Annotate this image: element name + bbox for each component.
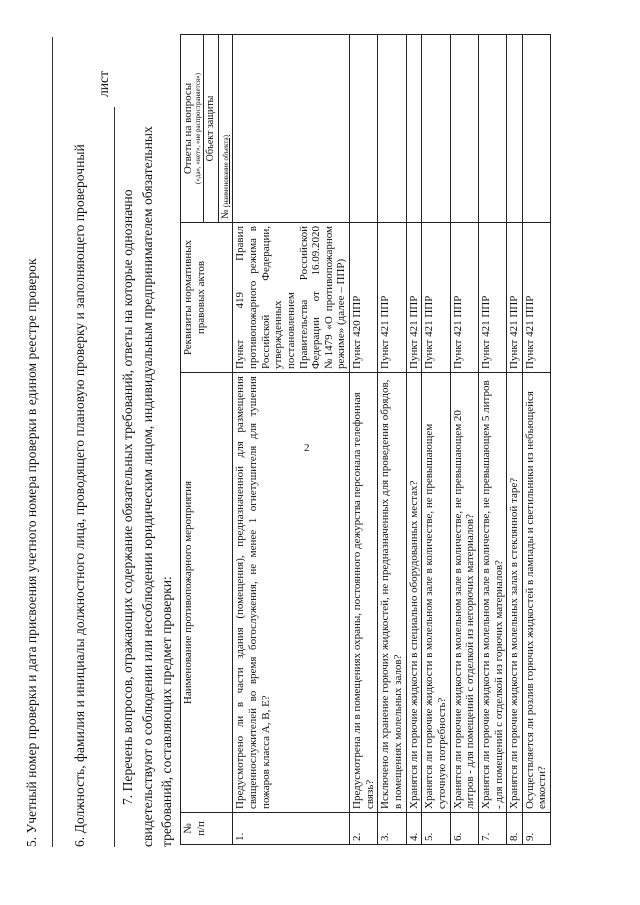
page-number: 2 <box>304 442 310 454</box>
line-5: 5. Учетный номер проверки и дата присвоения учетного номера проверки в едином реестре проверок <box>24 258 39 847</box>
line-7-c: требований, составляющих предмет проверки: <box>159 576 174 847</box>
row-answer[interactable] <box>350 35 378 223</box>
row-ref: Пункт 421 ППР <box>507 223 523 373</box>
object-note: (наименование объекта) <box>221 135 230 207</box>
row-num: 6. <box>450 813 478 845</box>
row-measure: Хранятся ли горючие жидкости в специально оборудованных местах? <box>406 373 422 813</box>
row-measure: Хранятся ли горючие жидкости в молельном зале в количестве, не превышающем 5 литров - для помещений с отделкой из горючих материалов? <box>478 373 506 813</box>
line-7: 7. Перечень вопросов, отражающих содержание обязательных требований, ответы на которые однозначно <box>120 189 135 805</box>
line-7-b: свидетельствуют о соблюдении или несоблюдении юридическим лицом, индивидуальным предпринимателем обязательных <box>140 126 155 847</box>
row-answer[interactable] <box>522 35 550 223</box>
table-row <box>450 35 478 845</box>
row-measure: Исключено ли хранение горючих жидкостей, не предназначенных для проведения обрядов, в помещениях молельных залов? <box>378 373 406 813</box>
row-answer[interactable] <box>422 35 450 223</box>
row-num: 3. <box>378 813 406 845</box>
row-num: 1. <box>233 813 350 845</box>
row-ref: Пункт 421 ППР <box>450 223 478 373</box>
row-answer[interactable] <box>233 35 350 223</box>
row-num: 9. <box>522 813 550 845</box>
table-row <box>350 35 378 845</box>
row-answer[interactable] <box>450 35 478 223</box>
row-num: 5. <box>422 813 450 845</box>
row-ref: Пункт 421 ППР <box>378 223 406 373</box>
table-row <box>478 35 506 845</box>
row-num: 2. <box>350 813 378 845</box>
row-ref: Пункт 421 ППР <box>478 223 506 373</box>
row-ref: Пункт 421 ППР <box>422 223 450 373</box>
header-requisites: Реквизиты нормативных правовых актов <box>181 223 233 373</box>
table-header-row <box>181 35 204 845</box>
row-measure: Хранятся ли горючие жидкости в молельных залах в стеклянной таре? <box>507 373 523 813</box>
row-ref: Пункт 420 ППР <box>350 223 378 373</box>
table-row <box>378 35 406 845</box>
row-num: 7. <box>478 813 506 845</box>
table-row <box>406 35 422 845</box>
row-ref: Пункт 421 ППР <box>406 223 422 373</box>
row-ref: Пункт 419 Правил противопожарного режима в Российской Федерации, утвержденных постановлением Правительства Российской Федерации от 16.09.2020 №1479 «О противопожарном режиме» (далее – ППР) <box>233 223 350 373</box>
row-ref: Пункт 421 ППР <box>522 223 550 373</box>
row-num: 4. <box>406 813 422 845</box>
answers-note: («да», «нет», «не распространяется») <box>193 73 202 184</box>
row-measure: Осуществляется ли розлив горючих жидкостей в лампады и светильники из небьющейся емкости? <box>522 373 550 813</box>
header-object-no <box>218 35 233 223</box>
header-measure: Наименование противопожарного мероприятия <box>181 373 233 813</box>
row-num: 8. <box>507 813 523 845</box>
row-measure: Предусмотрена ли в помещениях охраны, постоянного дежурства персонала телефонная связь? <box>350 373 378 813</box>
table-row <box>507 35 523 845</box>
header-num: № п/п <box>181 813 233 845</box>
header-object: Объект защиты <box>204 35 219 223</box>
row-measure: Предусмотрено ли в части здания (помещения), предназначенной для размещения священнослужителей во время богослужения, не менее 1 огнетушителя для тушения пожаров класса А, В, Е? <box>233 373 350 813</box>
table-row <box>522 35 550 845</box>
table-row <box>233 35 350 845</box>
object-no: № <box>219 209 231 219</box>
header-answers <box>181 35 204 223</box>
underline-6 <box>114 107 115 847</box>
row-measure: Хранятся ли горючие жидкости в молельном зале в количестве, не превышающем суточную потребность? <box>422 373 450 813</box>
row-measure: Хранятся ли горючие жидкости в молельном зале в количестве, не превышающем 20 литров - для помещений с отделкой из негорючих материалов? <box>450 373 478 813</box>
answers-title: Ответы на вопросы <box>182 82 194 175</box>
row-answer[interactable] <box>507 35 523 223</box>
table-row <box>422 35 450 845</box>
row-answer[interactable] <box>378 35 406 223</box>
underline-5 <box>52 37 53 847</box>
line-6: 6. Должность, фамилия и инициалы должностного лица, проводящего плановую проверку и заполняющего проверочный <box>72 144 87 847</box>
row-answer[interactable] <box>406 35 422 223</box>
row-answer[interactable] <box>478 35 506 223</box>
checklist-table <box>180 34 551 845</box>
line-6-cont: лист <box>96 70 111 97</box>
